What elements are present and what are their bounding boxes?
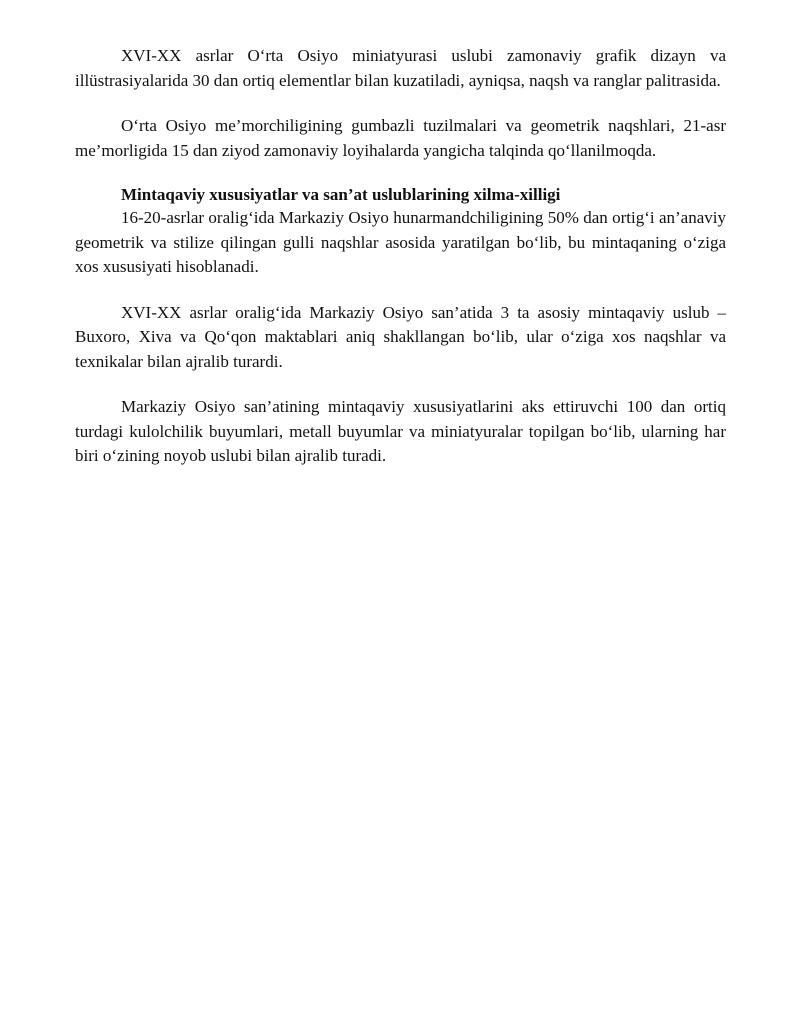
paragraph-regional-schools: XVI-XX asrlar oralig‘ida Markaziy Osiyo san’atida 3 ta asosiy mintaqaviy uslub – Buxoro, Xiva va Qo‘qon maktablari aniq shakllangan bo‘lib, ular o‘ziga xos naqshlar va texnikalar bilan ajralib turardi. xyxy=(75,302,726,371)
paragraph-miniature-style: XVI-XX asrlar O‘rta Osiyo miniatyurasi uslubi zamonaviy grafik dizayn va illüstrasiyalarida 30 dan ortiq elementlar bilan kuzatiladi, ayniqsa, naqsh va ranglar palitrasida. xyxy=(75,46,726,90)
paragraph-architecture: O‘rta Osiyo me’morchiligining gumbazli tuzilmalari va geometrik naqshlari, 21-asr me’morligida 15 dan ziyod zamonaviy loyihalarda yangicha talqinda qo‘llanilmoqda. xyxy=(75,116,726,160)
section-heading: Mintaqaviy xususiyatlar va san’at uslublarining xilma-xilligi xyxy=(121,185,561,204)
paragraph-crafts-patterns: 16-20-asrlar oralig‘ida Markaziy Osiyo hunarmandchiligining 50% dan ortig‘i an’anaviy geometrik va stilize qilingan gulli naqshlar asosida yaratilgan bo‘lib, bu mintaqaning o‘ziga xos xususiyati hisoblanadi. xyxy=(75,208,726,276)
document-page xyxy=(75,44,726,469)
paragraph-artifacts: Markaziy Osiyo san’atining mintaqaviy xususiyatlarini aks ettiruvchi 100 dan ortiq turdagi kulolchilik buyumlari, metall buyumlar va miniatyuralar topilgan bo‘lib, ularning har biri o‘zining noyob uslubi bilan ajralib turadi. xyxy=(75,397,726,465)
